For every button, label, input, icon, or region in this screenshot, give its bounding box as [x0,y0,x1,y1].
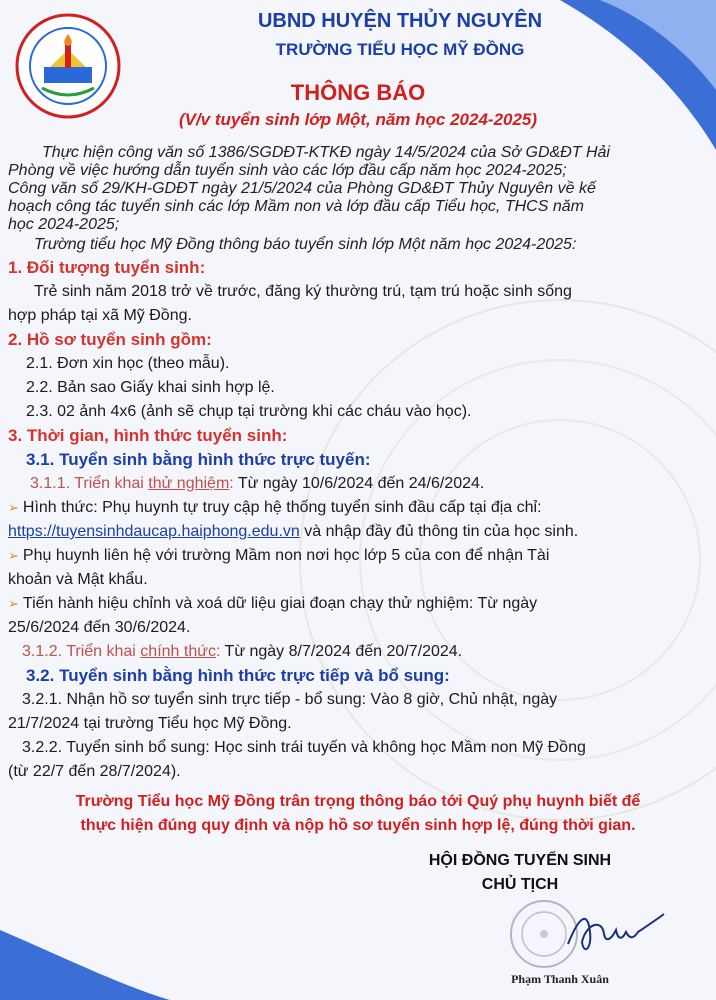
signature-council: HỘI ĐỒNG TUYỂN SINH [428,852,612,869]
arrow-bullet-icon: ➢ [8,500,19,515]
item-3-2-1-continued: 21/7/2024 tại trường Tiểu học Mỹ Đồng. [8,715,292,732]
subsection-heading-3-2: 3.2. Tuyển sinh bằng hình thức trực tiếp và bổ sung: [26,666,450,685]
list-item: 2.3. 02 ảnh 4x6 (ảnh sẽ chụp tại trường khi các cháu vào học). [26,403,472,420]
closing-statement: Trường Tiểu học Mỹ Đồng trân trọng thông báo tới Quý phụ huynh biết để [75,793,641,810]
intro-line: Thực hiện công văn số 1386/SGDĐT-KTKĐ ngày 14/5/2024 của Sở GD&ĐT Hải [42,144,610,161]
intro-line: hoạch công tác tuyển sinh các lớp Mầm non và lớp đầu cấp Tiểu học, THCS năm [8,198,584,215]
bullet-item [8,496,708,520]
section-1-text: hợp pháp tại xã Mỹ Đồng. [8,307,192,324]
section-heading-1: 1. Đối tượng tuyển sinh: [8,258,206,277]
arrow-bullet-icon: ➢ [8,548,19,563]
bullet-text-continued: khoản và Mật khẩu. [8,571,148,588]
item-3-1-1-label: 3.1.1. Triển khai [30,475,144,492]
bullet-text-continued: 25/6/2024 đến 30/6/2024. [8,619,191,636]
bullet-item [8,592,708,616]
section-heading-2: 2. Hồ sơ tuyển sinh gồm: [8,330,212,349]
closing-statement: thực hiện đúng quy định và nộp hồ sơ tuyển sinh hợp lệ, đúng thời gian. [80,817,636,834]
bullet-text: Phụ huynh liên hệ với trường Mầm non nơi học lớp 5 của con để nhận Tài [22,547,550,564]
item-3-1-1-colon: : [229,475,234,492]
list-item: 2.1. Đơn xin học (theo mẫu). [26,355,230,372]
school-name: TRƯỜNG TIỂU HỌC MỸ ĐỒNG [275,40,525,59]
bullet-item [8,544,708,568]
intro-line: Công văn số 29/KH-GDĐT ngày 21/5/2024 của Phòng GD&ĐT Thủy Nguyên về kế [8,180,596,197]
item-3-1-1-mode: thử nghiệm [148,475,230,492]
notice-body [8,144,708,838]
handwritten-signature-icon [560,904,670,964]
item-3-2-2: 3.2.2. Tuyển sinh bổ sung: Học sinh trái tuyến và không học Mầm non Mỹ Đồng [22,739,586,756]
subsection-heading-3-1: 3.1. Tuyển sinh bằng hình thức trực tuyến: [26,450,371,469]
bullet-item-continued [8,520,708,544]
item-3-1-2-label: 3.1.2. Triển khai [22,643,136,660]
page-title: THÔNG BÁO [290,80,426,105]
intro-line: Trường tiểu học Mỹ Đồng thông báo tuyển sinh lớp Một năm học 2024-2025: [34,236,577,253]
intro-line: Phòng về việc hướng dẫn tuyển sinh vào các lớp đầu cấp năm học 2024-2025; [8,162,567,179]
item-3-1-2-mode: chính thức [140,643,216,660]
intro-line: học 2024-2025; [8,216,120,233]
bullet-text: Tiến hành hiệu chỉnh và xoá dữ liệu giai đoạn chạy thử nghiệm: Từ ngày [22,595,538,612]
item-3-1-2-dates: Từ ngày 8/7/2024 đến 20/7/2024. [220,643,463,660]
bullet-text: Hình thức: Phụ huynh tự truy cập hệ thống tuyển sinh đầu cấp tại địa chỉ: [22,499,542,516]
page-subtitle: (V/v tuyển sinh lớp Một, năm học 2024-2025) [178,110,538,129]
item-3-1-2 [8,640,708,664]
list-item: 2.2. Bản sao Giấy khai sinh hợp lệ. [26,379,275,396]
item-3-2-2-continued: (từ 22/7 đến 28/7/2024). [8,763,181,780]
section-heading-3: 3. Thời gian, hình thức tuyển sinh: [8,426,288,445]
signer-name: Phạm Thanh Xuân [511,972,609,986]
bullet-text: và nhập đầy đủ thông tin của học sinh. [299,523,579,540]
arrow-bullet-icon: ➢ [8,596,19,611]
item-3-1-1-dates: Từ ngày 10/6/2024 đến 24/6/2024. [233,475,485,492]
authority-name: UBND HUYỆN THỦY NGUYÊN [257,10,543,32]
registration-link[interactable]: https://tuyensinhdaucap.haiphong.edu.vn [8,523,300,540]
item-3-1-1 [8,472,708,496]
section-1-text: Trẻ sinh năm 2018 trở về trước, đăng ký thường trú, tạm trú hoặc sinh sống [34,283,572,300]
item-3-2-1: 3.2.1. Nhận hồ sơ tuyển sinh trực tiếp - bổ sung: Vào 8 giờ, Chủ nhật, ngày [22,691,558,708]
signature-role: CHỦ TỊCH [481,876,559,893]
item-3-1-2-colon: : [215,643,221,660]
